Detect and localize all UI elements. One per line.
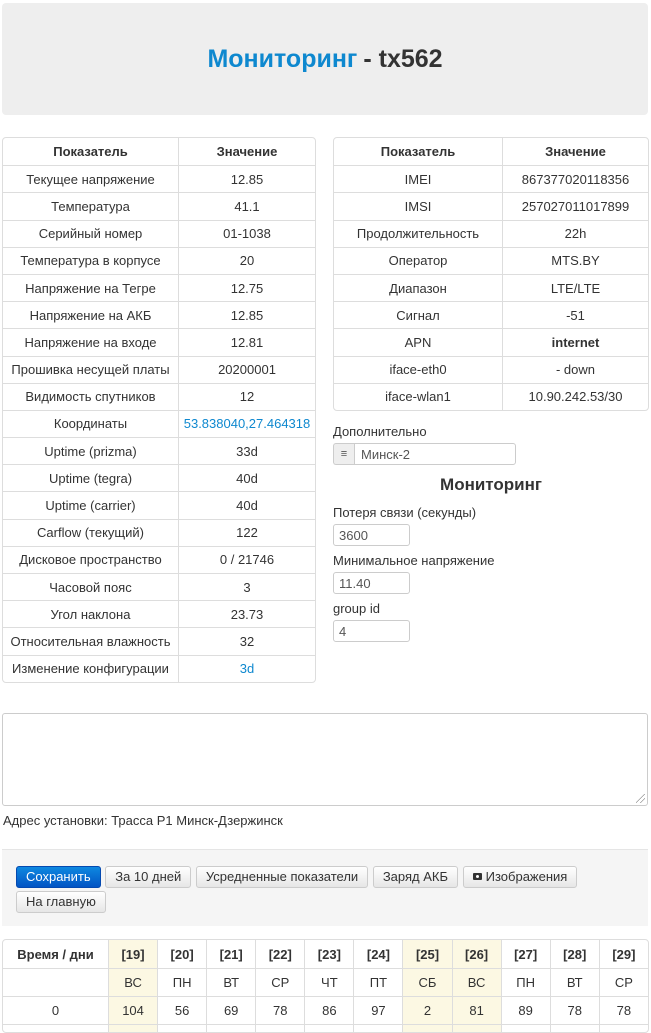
table-row — [334, 192, 648, 219]
table-row — [334, 220, 648, 247]
metric-label: Напряжение на Тегре — [3, 274, 178, 301]
metric-value: 0 / 21746 — [178, 546, 315, 573]
metric-value-link[interactable]: 53.838040,27.464318 — [178, 410, 315, 437]
resize-handle-icon[interactable] — [636, 794, 645, 803]
metric-label: Сигнал — [334, 301, 502, 328]
table-row — [3, 356, 315, 383]
table-row — [3, 573, 315, 600]
metric-value: 12 — [178, 383, 315, 410]
empty-cell — [255, 1024, 304, 1032]
group-id-label: group id — [333, 601, 380, 616]
metric-label: Напряжение на входе — [3, 328, 178, 355]
day-value: 78 — [599, 996, 648, 1024]
metric-label: IMSI — [334, 192, 502, 219]
metric-label: Угол наклона — [3, 600, 178, 627]
connection-loss-label: Потеря связи (секунды) — [333, 505, 477, 520]
metric-label: Uptime (tegra) — [3, 464, 178, 491]
metric-value: 12.85 — [178, 165, 315, 192]
day-value: 81 — [452, 996, 501, 1024]
table-row — [334, 328, 648, 355]
metric-label: iface-eth0 — [334, 356, 502, 383]
metric-value: 12.75 — [178, 274, 315, 301]
empty-cell — [206, 1024, 255, 1032]
day-number-header: [20] — [157, 940, 206, 968]
metric-value: 22h — [502, 220, 648, 247]
day-of-week: СБ — [402, 968, 451, 996]
day-number-header: [27] — [501, 940, 550, 968]
metric-label: Видимость спутников — [3, 383, 178, 410]
table-row — [3, 546, 315, 573]
daily-stats-table — [2, 939, 649, 1033]
table-row — [334, 247, 648, 274]
battery-charge-button[interactable]: Заряд АКБ — [373, 866, 458, 888]
metric-value: 3 — [178, 573, 315, 600]
metric-label: Дисковое пространство — [3, 546, 178, 573]
table-row — [334, 301, 648, 328]
metric-value: LTE/LTE — [502, 274, 648, 301]
metric-label: iface-wlan1 — [334, 383, 502, 410]
monitoring-heading: Мониторинг — [440, 475, 542, 494]
metric-label: Напряжение на АКБ — [3, 301, 178, 328]
metric-label: Прошивка несущей платы — [3, 356, 178, 383]
table-row — [3, 301, 315, 328]
day-number-header: [23] — [304, 940, 353, 968]
day-of-week: ПТ — [353, 968, 402, 996]
metric-value: 257027011017899 — [502, 192, 648, 219]
table-row — [3, 655, 315, 682]
table-row — [3, 437, 315, 464]
day-value: 78 — [550, 996, 599, 1024]
day-value: 56 — [157, 996, 206, 1024]
table-row — [3, 192, 315, 219]
metric-value: 32 — [178, 627, 315, 654]
time-cell: 0 — [3, 996, 108, 1024]
metric-value: internet — [502, 328, 648, 355]
day-value: 97 — [353, 996, 402, 1024]
save-button[interactable]: Сохранить — [16, 866, 101, 888]
empty-cell — [157, 1024, 206, 1032]
empty-cell — [3, 968, 108, 996]
action-toolbar — [2, 849, 648, 926]
table-row — [3, 627, 315, 654]
table-row — [3, 491, 315, 518]
metric-label: APN — [334, 328, 502, 355]
extra-field[interactable] — [333, 443, 516, 465]
metric-label: Часовой пояс — [3, 573, 178, 600]
metric-value: 40d — [178, 464, 315, 491]
day-of-week: СР — [255, 968, 304, 996]
metric-value: -51 — [502, 301, 648, 328]
day-number-header: [19] — [108, 940, 157, 968]
empty-cell — [452, 1024, 501, 1032]
min-voltage-label: Минимальное напряжение — [333, 553, 495, 568]
day-of-week: ПН — [501, 968, 550, 996]
metric-label: Серийный номер — [3, 220, 178, 247]
metric-label: Uptime (prizma) — [3, 437, 178, 464]
metrics-table-right — [333, 137, 649, 411]
group-id-input[interactable]: 4 — [333, 620, 410, 642]
notes-textarea[interactable] — [2, 713, 648, 806]
day-number-header: [24] — [353, 940, 402, 968]
table-row — [3, 328, 315, 355]
metric-label: Текущее напряжение — [3, 165, 178, 192]
table-row — [334, 383, 648, 410]
camera-icon — [473, 873, 482, 880]
table-row — [3, 383, 315, 410]
metric-value: 10.90.242.53/30 — [502, 383, 648, 410]
table-row — [3, 600, 315, 627]
page-title-brand: Мониторинг — [207, 44, 358, 73]
metric-value: 01-1038 — [178, 220, 315, 247]
table-row — [334, 274, 648, 301]
day-of-week: ВТ — [206, 968, 255, 996]
install-address: Адрес установки: Трасса Р1 Минск-Дзержинск — [3, 813, 283, 828]
day-of-week: ПН — [157, 968, 206, 996]
column-header-value: Значение — [178, 138, 315, 165]
column-header-value: Значение — [502, 138, 648, 165]
day-of-week: ВТ — [550, 968, 599, 996]
empty-cell — [599, 1024, 648, 1032]
day-value: 78 — [255, 996, 304, 1024]
empty-cell — [402, 1024, 451, 1032]
empty-cell — [353, 1024, 402, 1032]
table-row — [3, 165, 315, 192]
metric-value: 40d — [178, 491, 315, 518]
metric-value-link[interactable]: 3d — [178, 655, 315, 682]
column-header-metric: Показатель — [53, 144, 128, 160]
connection-loss-input[interactable]: 3600 — [333, 524, 410, 546]
metric-label: Температура в корпусе — [3, 247, 178, 274]
metrics-table-left — [2, 137, 316, 683]
metric-value: 20 — [178, 247, 315, 274]
extra-input[interactable]: Минск-2 — [354, 443, 516, 465]
day-number-header: [21] — [206, 940, 255, 968]
home-button[interactable]: На главную — [16, 891, 106, 913]
metric-value: 12.81 — [178, 328, 315, 355]
table-row — [3, 410, 315, 437]
table-row — [334, 165, 648, 192]
day-value: 69 — [206, 996, 255, 1024]
min-voltage-input[interactable]: 11.40 — [333, 572, 410, 594]
metric-label: Продолжительность — [334, 220, 502, 247]
empty-cell — [550, 1024, 599, 1032]
page-header — [2, 3, 648, 115]
day-value: 2 — [402, 996, 451, 1024]
table-row — [3, 519, 315, 546]
day-of-week: ВС — [108, 968, 157, 996]
day-number-header: [28] — [550, 940, 599, 968]
day-value: 86 — [304, 996, 353, 1024]
empty-cell — [304, 1024, 353, 1032]
averaged-metrics-button[interactable]: Усредненные показатели — [196, 866, 368, 888]
metric-value: 41.1 — [178, 192, 315, 219]
extra-label: Дополнительно — [333, 424, 427, 439]
metric-value: 12.85 — [178, 301, 315, 328]
table-row — [3, 274, 315, 301]
list-icon: ≡ — [333, 443, 354, 465]
metric-label: Изменение конфигурации — [3, 655, 178, 682]
empty-cell — [108, 1024, 157, 1032]
settings-panel — [333, 424, 649, 649]
day-of-week: СР — [599, 968, 648, 996]
metric-label: Диапазон — [334, 274, 502, 301]
metric-label: Относительная влажность — [3, 627, 178, 654]
day-number-header: [25] — [402, 940, 451, 968]
ten-days-button[interactable]: За 10 дней — [105, 866, 191, 888]
table-row — [3, 220, 315, 247]
empty-cell — [3, 1024, 108, 1032]
table-row — [334, 356, 648, 383]
column-header-metric: Показатель — [380, 144, 456, 160]
metric-label: Координаты — [3, 410, 178, 437]
corner-header: Время / дни — [17, 946, 94, 962]
metric-label: Carflow (текущий) — [3, 519, 178, 546]
day-number-header: [22] — [255, 940, 304, 968]
images-button-label: Изображения — [485, 869, 568, 884]
metric-label: Температура — [3, 192, 178, 219]
metric-label: Uptime (carrier) — [3, 491, 178, 518]
day-number-header: [26] — [452, 940, 501, 968]
page-title-device: - tx562 — [363, 44, 443, 73]
day-of-week: ВС — [452, 968, 501, 996]
metric-value: MTS.BY — [502, 247, 648, 274]
day-value: 89 — [501, 996, 550, 1024]
day-value: 104 — [108, 996, 157, 1024]
table-row — [3, 464, 315, 491]
metric-value: 33d — [178, 437, 315, 464]
metric-label: Оператор — [334, 247, 502, 274]
day-of-week: ЧТ — [304, 968, 353, 996]
table-row — [3, 247, 315, 274]
images-button[interactable] — [463, 866, 578, 888]
metric-value: - down — [502, 356, 648, 383]
metric-value: 20200001 — [178, 356, 315, 383]
day-number-header: [29] — [599, 940, 648, 968]
metric-label: IMEI — [334, 165, 502, 192]
metric-value: 122 — [178, 519, 315, 546]
metric-value: 867377020118356 — [502, 165, 648, 192]
metric-value: 23.73 — [178, 600, 315, 627]
empty-cell — [501, 1024, 550, 1032]
